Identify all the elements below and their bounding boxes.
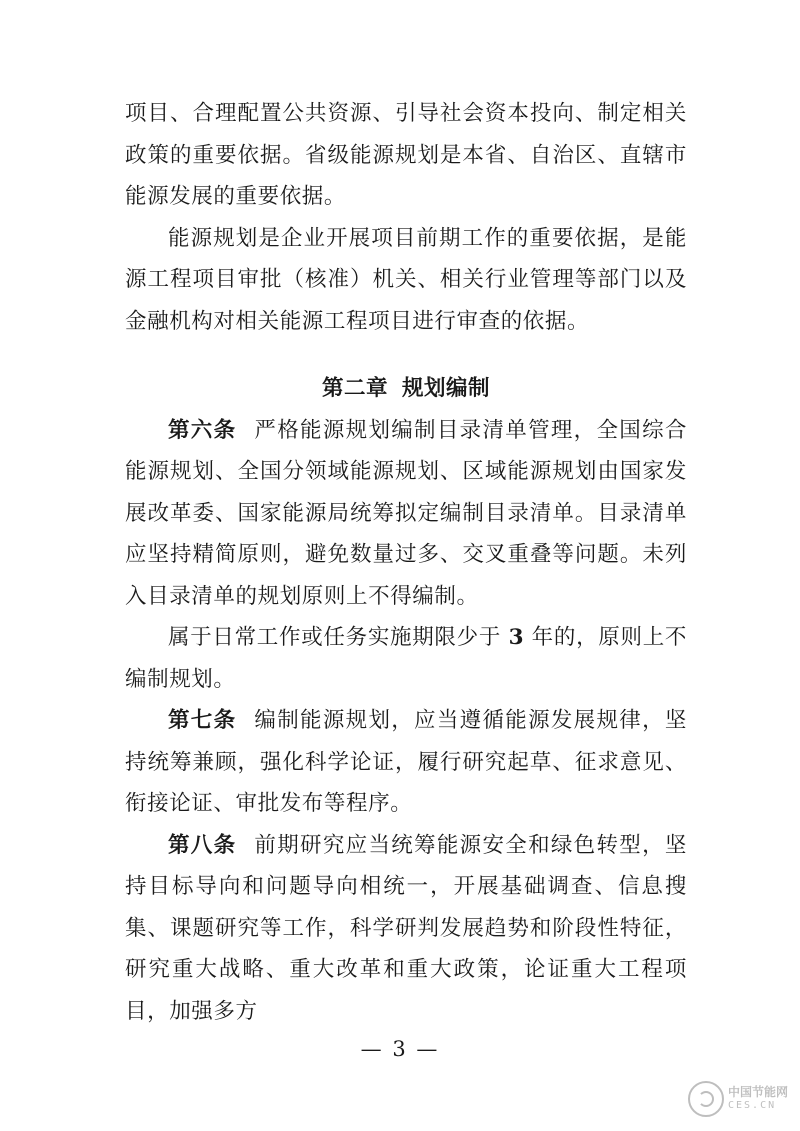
paragraph-continuation: 项目、合理配置公共资源、引导社会资本投向、制定相关政策的重要依据。省级能源规划是本省、自治区、直辖市能源发展的重要依据。 xyxy=(125,101,687,209)
article-8-text: 前期研究应当统筹能源安全和绿色转型，坚持目标导向和问题导向相统一，开展基础调查、信息搜集、课题研究等工作，科学研判发展趋势和阶段性特征，研究重大战略、重大改革和重大政策，论证重大工程项目，加强多方 xyxy=(125,832,687,1024)
chapter-heading xyxy=(125,368,687,410)
article-8-label: 第八条 xyxy=(168,832,237,858)
article-7-label: 第七条 xyxy=(168,708,237,733)
article-6-text: 严格能源规划编制目录清单管理，全国综合能源规划、全国分领域能源规划、区域能源规划由国家发展改革委、国家能源局统筹拟定编制目录清单。目录清单应坚持精简原则，避免数量过多、交叉重叠等问题。未列入目录清单的规划原则上不得编制。 xyxy=(125,417,687,609)
document-body xyxy=(125,93,687,1032)
article-6-paragraph-2 xyxy=(125,617,687,700)
watermark-text xyxy=(728,1085,788,1113)
article-6-p2-number: 3 xyxy=(508,625,525,650)
chapter-number: 第二章 xyxy=(321,376,388,401)
article-6-label: 第六条 xyxy=(168,417,237,443)
article-7 xyxy=(125,700,687,825)
watermark-logo-icon xyxy=(688,1081,724,1117)
article-7-text: 编制能源规划，应当遵循能源发展规律，坚持统筹兼顾，强化科学论证，履行研究起草、征求意见、衔接论证、审批发布等程序。 xyxy=(125,708,687,816)
page-number: — 3 — xyxy=(360,1037,440,1061)
watermark-name: 中国节能网 xyxy=(727,1085,788,1099)
article-6 xyxy=(125,410,687,618)
article-6-p2-text-before: 属于日常工作或任务实施期限少于 xyxy=(168,625,509,650)
article-6-p2-text-after: 年的，原则上不编制规划。 xyxy=(125,625,687,692)
watermark-url: CES.CN xyxy=(727,1100,777,1111)
watermark xyxy=(688,1081,788,1117)
chapter-title: 规划编制 xyxy=(402,376,491,401)
article-8 xyxy=(125,825,687,1033)
paragraph-planning-basis: 能源规划是企业开展项目前期工作的重要依据，是能源工程项目审批（核准）机关、相关行业管理等部门以及金融机构对相关能源工程项目进行审查的依据。 xyxy=(125,225,687,334)
